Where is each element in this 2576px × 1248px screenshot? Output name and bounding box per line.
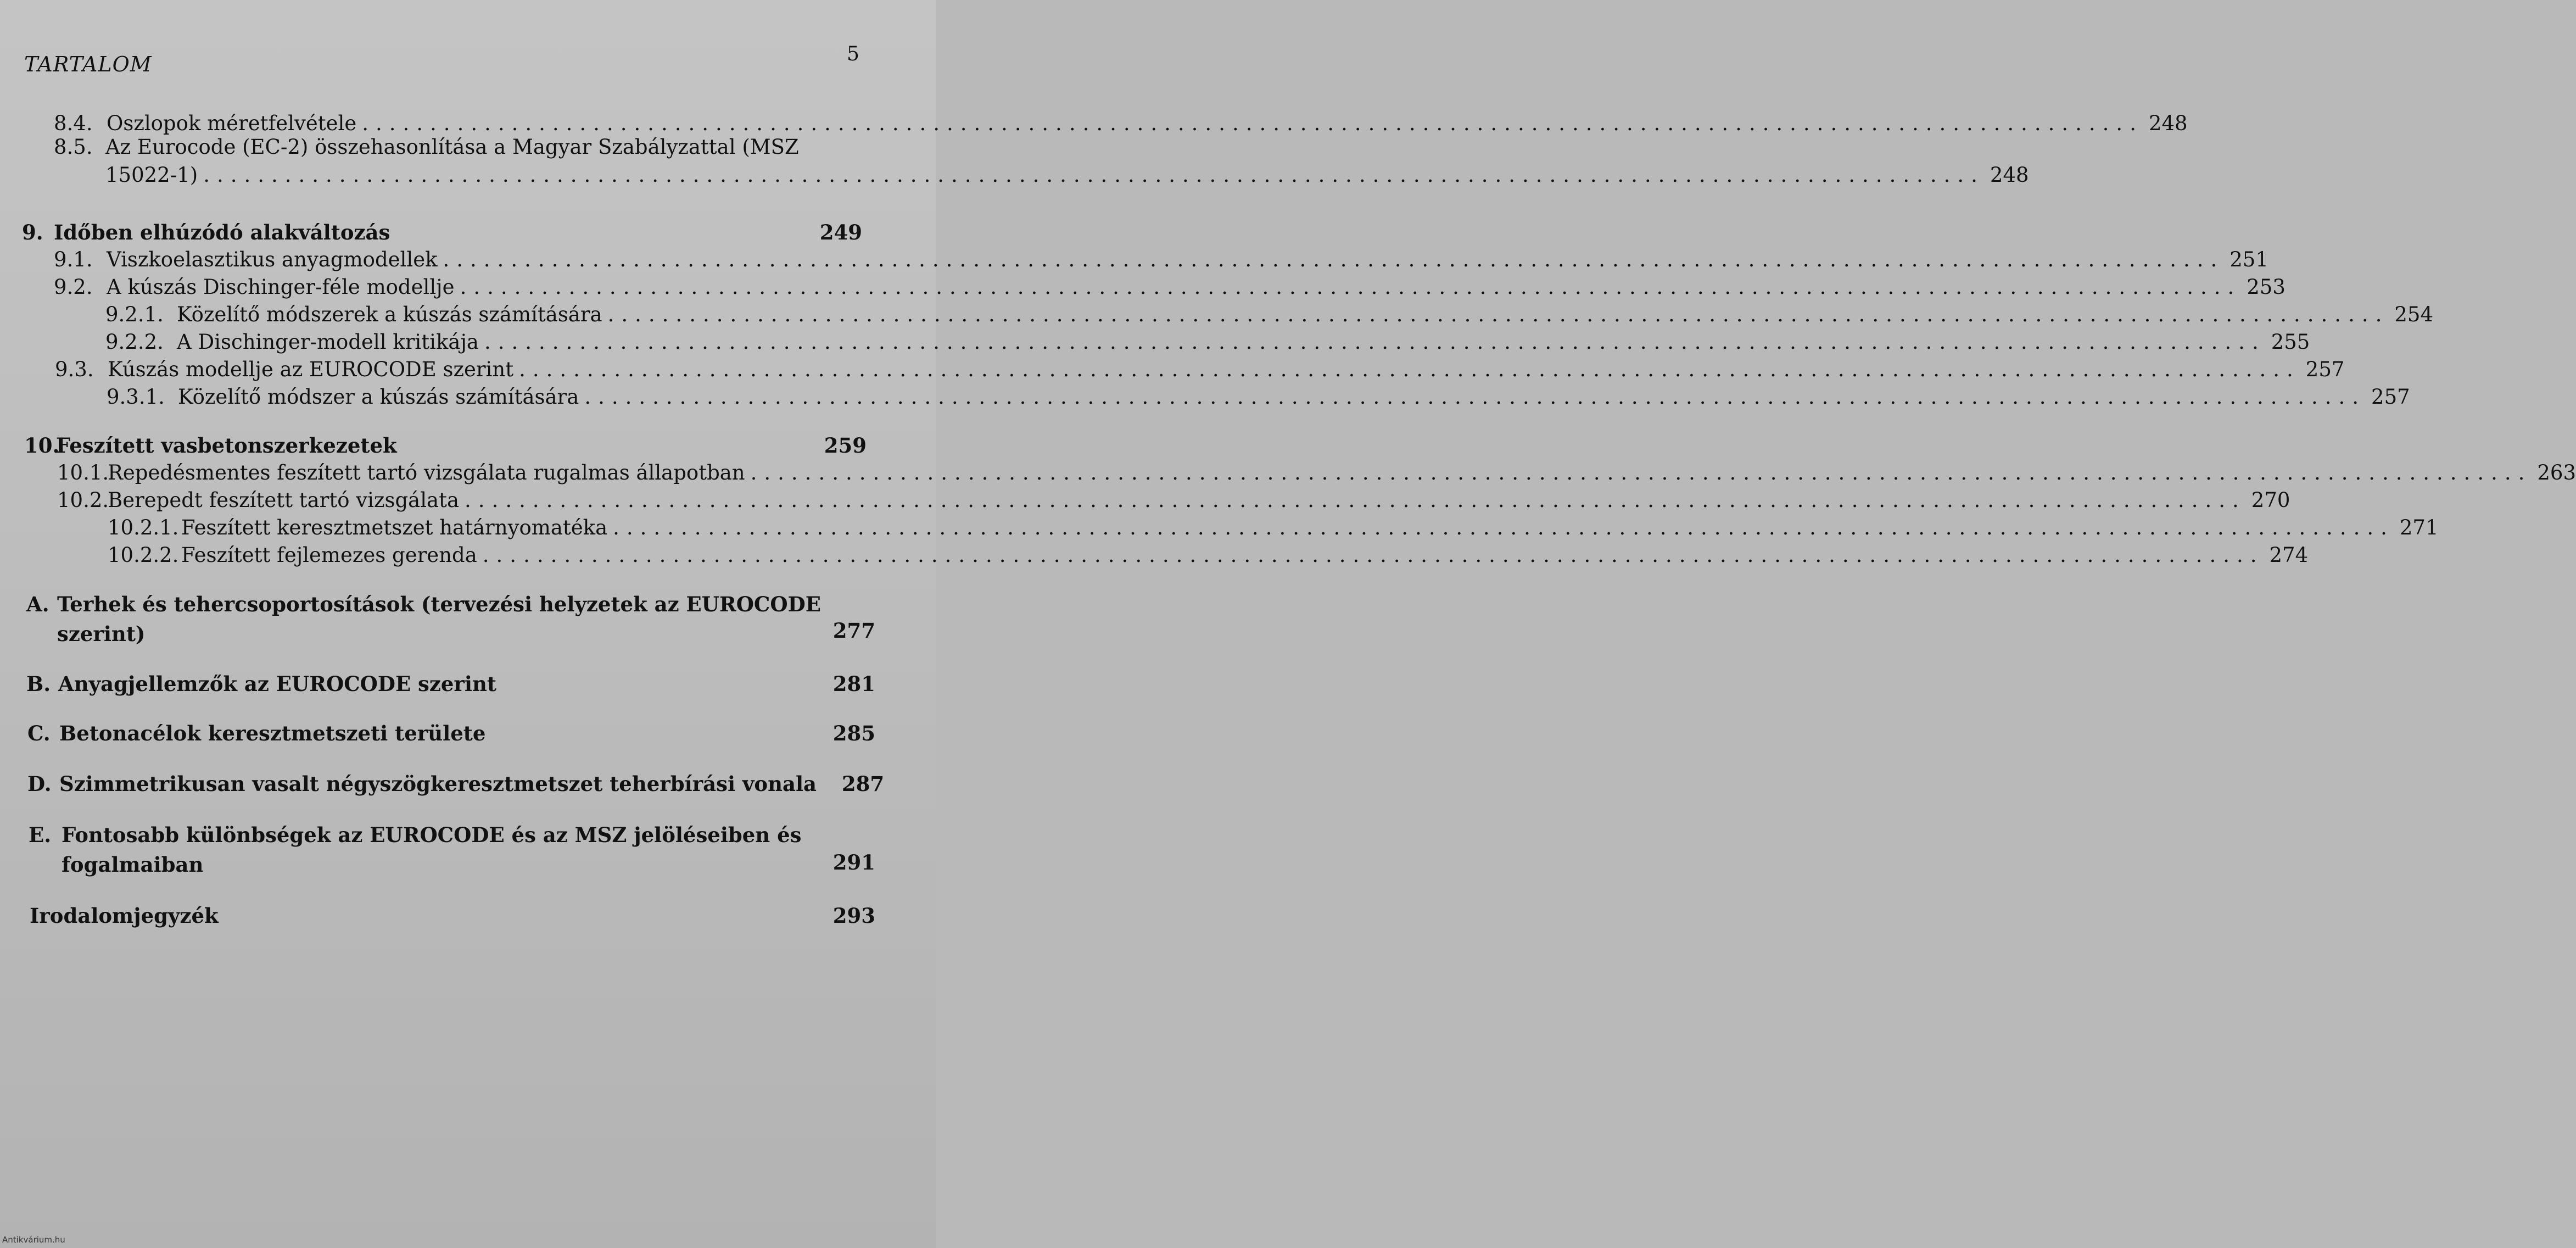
toc-bibliography[interactable] [30, 902, 875, 929]
toc-entry-title-line1: Az Eurocode (EC-2) összehasonlítása a Magyar Szabályzattal (MSZ [105, 135, 799, 159]
toc-appendix-b[interactable] [26, 670, 875, 698]
toc-entry-page: 248 [1990, 163, 2029, 187]
toc-entry-10-1[interactable] [57, 459, 2576, 487]
toc-entry-title: Viszkoelasztikus anyagmodellek [107, 248, 438, 271]
toc-entry-title: Betonacélok keresztmetszeti területe [59, 721, 486, 745]
toc-appendix-d[interactable] [27, 770, 885, 798]
toc-entry-number: B. [26, 672, 51, 696]
toc-entry-number: 10.2.1. [108, 516, 179, 539]
toc-entry-page: 281 [832, 672, 875, 696]
toc-entry-number: E. [29, 823, 52, 847]
toc-entry-page: 254 [2394, 303, 2433, 326]
toc-entry-title: Berepedt feszített tartó vizsgálata [108, 488, 460, 512]
leader-dots: ................................................................................................................................... [584, 385, 2366, 409]
toc-entry-page: 255 [2271, 330, 2310, 354]
leader-dots: ................................................................................................................................... [750, 461, 2532, 484]
toc-entry-number: D. [27, 772, 52, 796]
toc-entry-page: 257 [2305, 358, 2345, 381]
toc-entry-title: Közelítő módszerek a kúszás számítására [177, 303, 602, 326]
toc-appendix-c[interactable] [27, 720, 875, 747]
toc-entry-title-line2: fogalmaiban [62, 853, 204, 877]
toc-entry-title: Kúszás modellje az EUROCODE szerint [108, 358, 514, 381]
leader-dots: ................................................................................................................................... [519, 358, 2300, 381]
toc-entry-number: 10.2. [57, 488, 109, 512]
toc-entry-title: Időben elhúzódó alakváltozás [54, 220, 390, 244]
toc-entry-title: Irodalomjegyzék [30, 904, 219, 928]
leader-dots: ................................................................................................................................... [443, 248, 2225, 271]
toc-entry-title: A Dischinger-modell kritikája [177, 330, 479, 354]
toc-entry-page: 271 [2399, 516, 2439, 539]
running-header-title: TARTALOM [24, 52, 152, 76]
toc-entry-page: 248 [2148, 112, 2188, 135]
watermark-text: Antikvárium.hu [2, 1235, 65, 1245]
toc-entry-second-line [105, 161, 2029, 189]
toc-entry-page: 270 [2251, 488, 2290, 512]
toc-entry-page: 249 [819, 220, 862, 244]
toc-entry-9-2-1[interactable] [105, 301, 2433, 328]
toc-entry-title-line1: Fontosabb különbségek az EUROCODE és az MSZ jelöléseiben és [62, 823, 802, 847]
toc-entry-page: 259 [824, 433, 867, 458]
toc-entry-number: 10. [24, 433, 60, 458]
toc-entry-number: 10.2.2. [108, 543, 179, 567]
toc-appendix-a[interactable] [26, 590, 875, 650]
toc-entry-title-line2: szerint) [57, 622, 146, 646]
leader-dots: ................................................................................................................................... [482, 543, 2264, 567]
leader-dots: ................................................................................................................................... [484, 330, 2266, 354]
toc-entry-title: A kúszás Dischinger-féle modellje [107, 275, 455, 299]
toc-entry-page: 274 [2269, 543, 2309, 567]
toc-entry-number: 9. [22, 220, 43, 244]
toc-entry-page: 285 [832, 721, 875, 745]
toc-entry-page: 257 [2371, 385, 2410, 409]
toc-entry-page: 291 [832, 850, 875, 874]
toc-entry-title: Feszített fejlemezes gerenda [181, 543, 477, 567]
toc-entry-number: A. [26, 592, 49, 616]
toc-entry-9-1[interactable] [54, 246, 2268, 274]
toc-entry-10-2-1[interactable] [108, 514, 2439, 542]
leader-dots: ................................................................................................................................... [203, 163, 1985, 187]
toc-entry-number: 8.5. [54, 135, 93, 159]
toc-entry-title: Repedésmentes feszített tartó vizsgálata rugalmas állapotban [108, 461, 745, 484]
toc-entry-number: 9.3.1. [107, 385, 165, 409]
toc-chapter-10[interactable] [24, 432, 867, 459]
toc-entry-number: 9.2.1. [105, 303, 164, 326]
toc-entry-title: Feszített vasbetonszerkezetek [56, 433, 397, 458]
toc-entry-title: Feszített keresztmetszet határnyomatéka [181, 516, 608, 539]
toc-entry-number: 8.4. [54, 112, 93, 135]
toc-entry-title: Oszlopok méretfelvétele [107, 112, 357, 135]
toc-entry-number: 9.1. [54, 248, 93, 271]
toc-entry-9-3[interactable] [55, 356, 2345, 383]
toc-entry-title: Anyagjellemzők az EUROCODE szerint [58, 672, 496, 696]
page-number: 5 [847, 43, 859, 65]
toc-entry-title-line1: Terhek és tehercsoportosítások (tervezési helyzetek az EUROCODE [57, 592, 821, 616]
toc-entry-10-2[interactable] [57, 487, 2290, 514]
toc-entry-page: 293 [832, 904, 875, 928]
leader-dots: ................................................................................................................................... [465, 488, 2246, 512]
toc-entry-number: 9.2. [54, 275, 93, 299]
leader-dots: ................................................................................................................................... [460, 275, 2242, 299]
toc-entry-8-5[interactable] [54, 133, 2029, 190]
toc-entry-9-3-1[interactable] [107, 383, 2410, 411]
toc-entry-number: 9.3. [55, 358, 94, 381]
toc-entry-number: 10.1. [57, 461, 109, 484]
toc-entry-9-2-2[interactable] [105, 328, 2310, 356]
toc-entry-page: 251 [2229, 248, 2268, 271]
toc-chapter-9[interactable] [22, 219, 862, 246]
toc-entry-number: C. [27, 721, 51, 745]
toc-entry-10-2-2[interactable] [108, 542, 2309, 569]
toc-entry-title: Szimmetrikusan vasalt négyszögkeresztmetszet teherbírási vonala [59, 772, 817, 796]
toc-entry-page: 263 [2537, 461, 2576, 484]
toc-entry-number: 9.2.2. [105, 330, 164, 354]
leader-dots: ................................................................................................................................... [362, 112, 2143, 135]
toc-entry-page: 253 [2247, 275, 2286, 299]
toc-entry-title-line2: 15022-1) [105, 163, 198, 187]
toc-appendix-e[interactable] [29, 821, 875, 881]
toc-entry-page: 287 [841, 772, 885, 796]
toc-entry-page: 277 [832, 619, 875, 643]
leader-dots: ................................................................................................................................... [607, 303, 2389, 326]
toc-entry-9-2[interactable] [54, 274, 2286, 301]
leader-dots: ................................................................................................................................... [613, 516, 2394, 539]
toc-entry-title: Közelítő módszer a kúszás számítására [178, 385, 579, 409]
